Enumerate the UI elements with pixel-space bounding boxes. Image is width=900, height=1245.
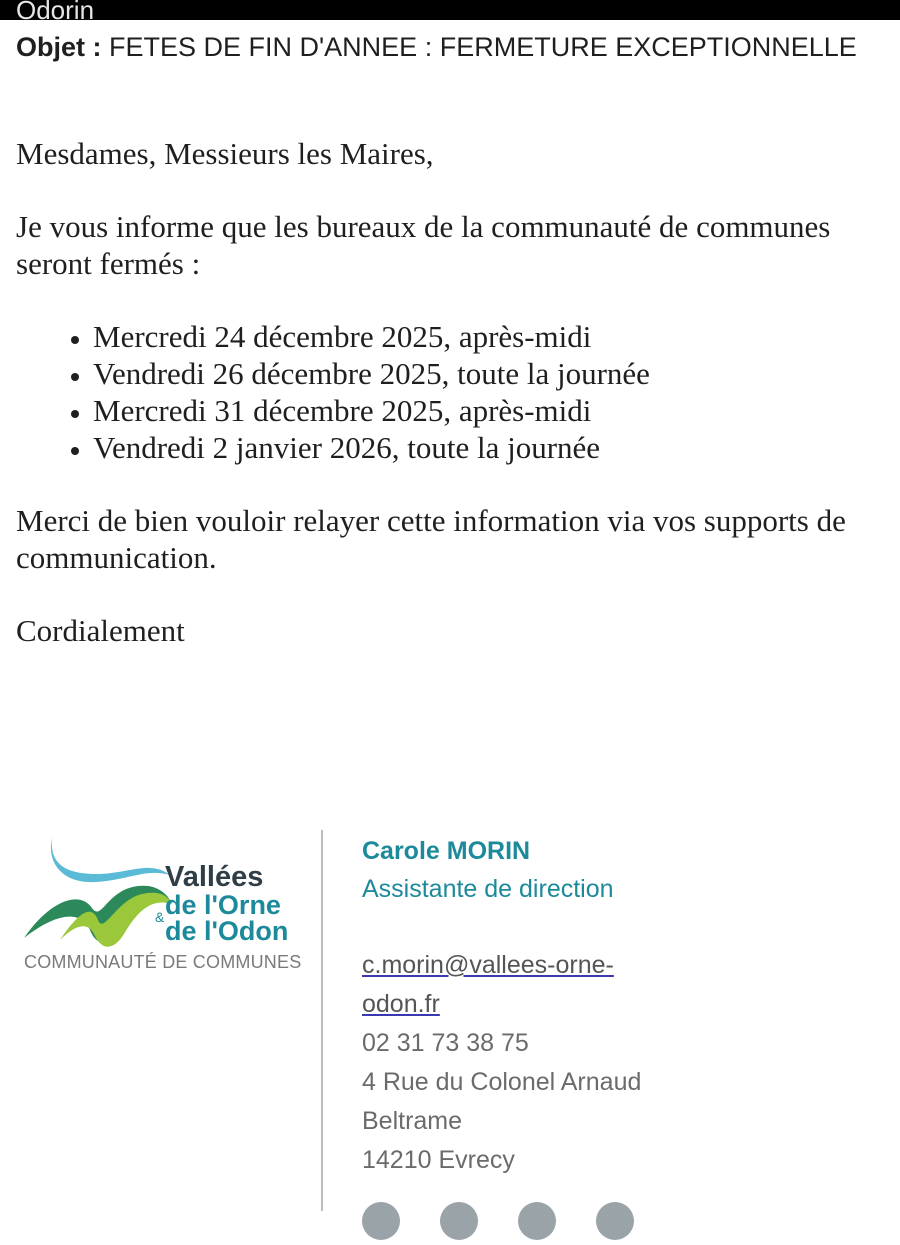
email-signature (0, 830, 900, 1211)
social-icon[interactable] (362, 1202, 400, 1240)
status-bar (0, 0, 900, 25)
contact-block (362, 946, 882, 1180)
social-icon[interactable] (596, 1202, 634, 1240)
social-icon[interactable] (518, 1202, 556, 1240)
sender-name: Carole MORIN (362, 837, 531, 865)
logo-line1: Vallées (165, 861, 264, 893)
intro-paragraph: Je vous informe que les bureaux de la communauté de communes seront fermés : (16, 209, 831, 281)
logo-line2: de l'Orne (165, 890, 281, 920)
signature-divider (321, 830, 323, 1211)
social-icon[interactable] (440, 1202, 478, 1240)
subject-label: Objet : (16, 32, 102, 62)
subject-text: FETES DE FIN D'ANNEE : FERMETURE EXCEPTIONNELLE (101, 32, 857, 62)
phone-number[interactable]: 02 31 73 38 75 (362, 1029, 529, 1057)
list-item: • Mercredi 31 décembre 2025, après-midi (93, 392, 876, 429)
list-item: • Vendredi 2 janvier 2026, toute la journée (93, 429, 876, 466)
greeting: Mesdames, Messieurs les Maires, (16, 136, 434, 171)
sender-role: Assistante de direction (362, 875, 614, 903)
closure-list (16, 318, 876, 466)
social-icons (362, 1202, 674, 1245)
logo-line3: de l'Odon (165, 916, 289, 946)
previous-line-fragment: Odorin (16, 0, 95, 25)
email-subject (16, 30, 876, 64)
logo-wave-shape (51, 838, 170, 882)
address-line2: 14210 Evrecy (362, 1146, 515, 1174)
address-line1: 4 Rue du Colonel Arnaud Beltrame (362, 1068, 642, 1135)
list-item: • Vendredi 26 décembre 2025, toute la journée (93, 355, 876, 392)
list-item: • Mercredi 24 décembre 2025, après-midi (93, 318, 876, 355)
request-paragraph: Merci de bien vouloir relayer cette information via vos supports de communication. (16, 503, 846, 575)
logo-subtitle: COMMUNAUTÉ DE COMMUNES (24, 952, 302, 972)
logo-ampersand: & (155, 909, 165, 925)
email-body (16, 135, 876, 685)
closing: Cordialement (16, 613, 185, 648)
email-link[interactable]: c.morin@vallees-orne-odon.fr (362, 951, 614, 1018)
signature-details (362, 830, 882, 1180)
